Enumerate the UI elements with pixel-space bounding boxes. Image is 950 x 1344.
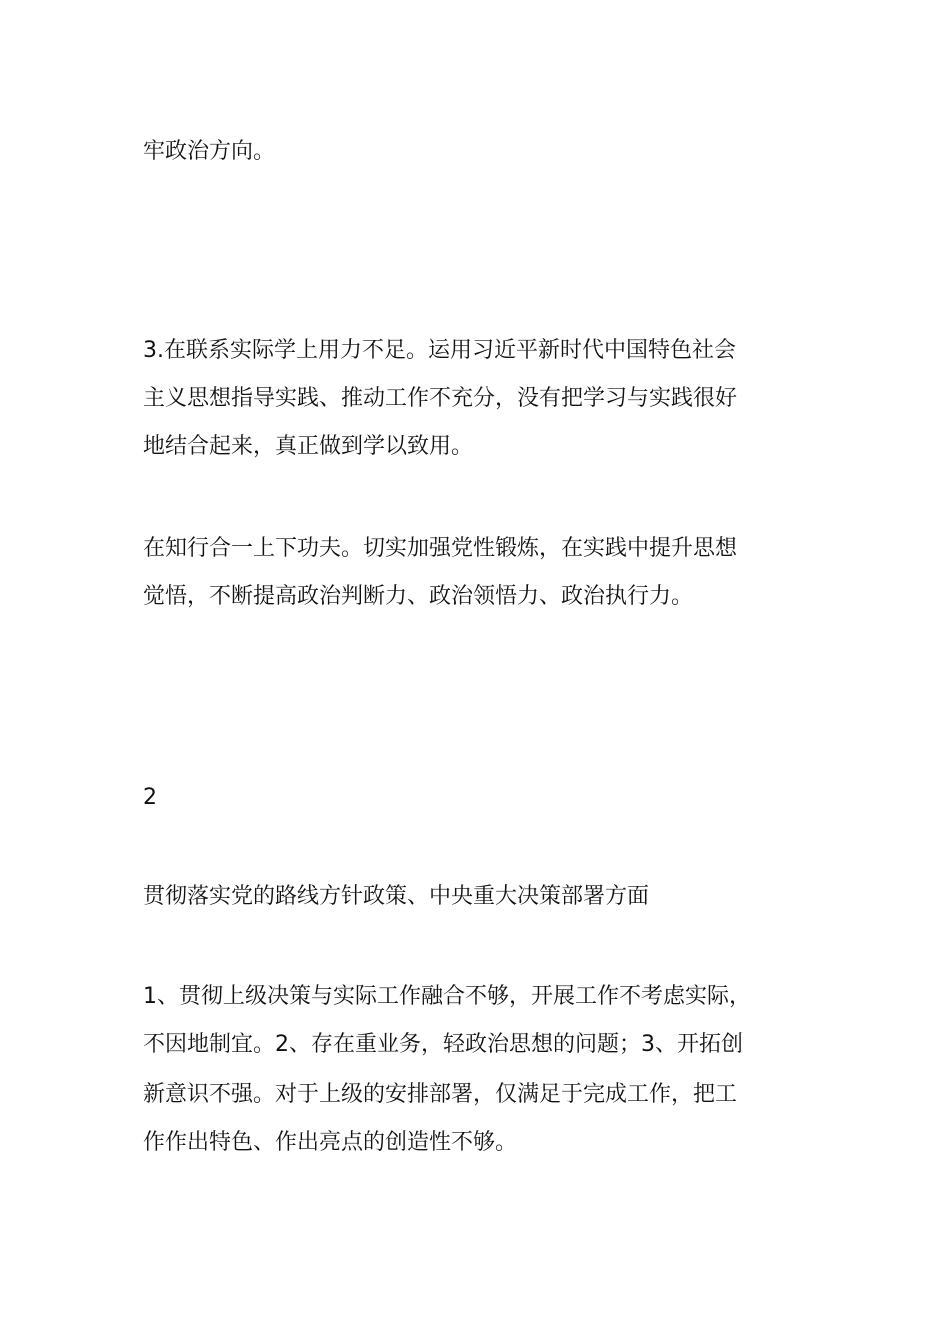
text-line: 作作出特色、作出亮点的创造性不够。 bbox=[143, 1130, 518, 1155]
section-heading: 贯彻落实党的路线方针政策、中央重大决策部署方面 bbox=[143, 884, 650, 909]
text-line: 牢政治方向。 bbox=[143, 139, 276, 164]
text-line: 不因地制宜。2、存在重业务，轻政治思想的问题；3、开拓创 bbox=[143, 1032, 743, 1057]
text-line: 新意识不强。对于上级的安排部署，仅满足于完成工作，把工 bbox=[143, 1082, 738, 1107]
text-line: 3.在联系实际学上用力不足。运用习近平新时代中国特色社会 bbox=[143, 338, 736, 363]
section-number: 2 bbox=[143, 785, 157, 810]
text-line: 1、贯彻上级决策与实际工作融合不够，开展工作不考虑实际， bbox=[143, 984, 751, 1009]
text-line: 主义思想指导实践、推动工作不充分，没有把学习与实践很好 bbox=[143, 386, 738, 411]
text-line: 觉悟，不断提高政治判断力、政治领悟力、政治执行力。 bbox=[143, 584, 694, 609]
text-line: 在知行合一上下功夫。切实加强党性锻炼，在实践中提升思想 bbox=[143, 536, 738, 561]
text-line: 地结合起来，真正做到学以致用。 bbox=[143, 434, 474, 459]
